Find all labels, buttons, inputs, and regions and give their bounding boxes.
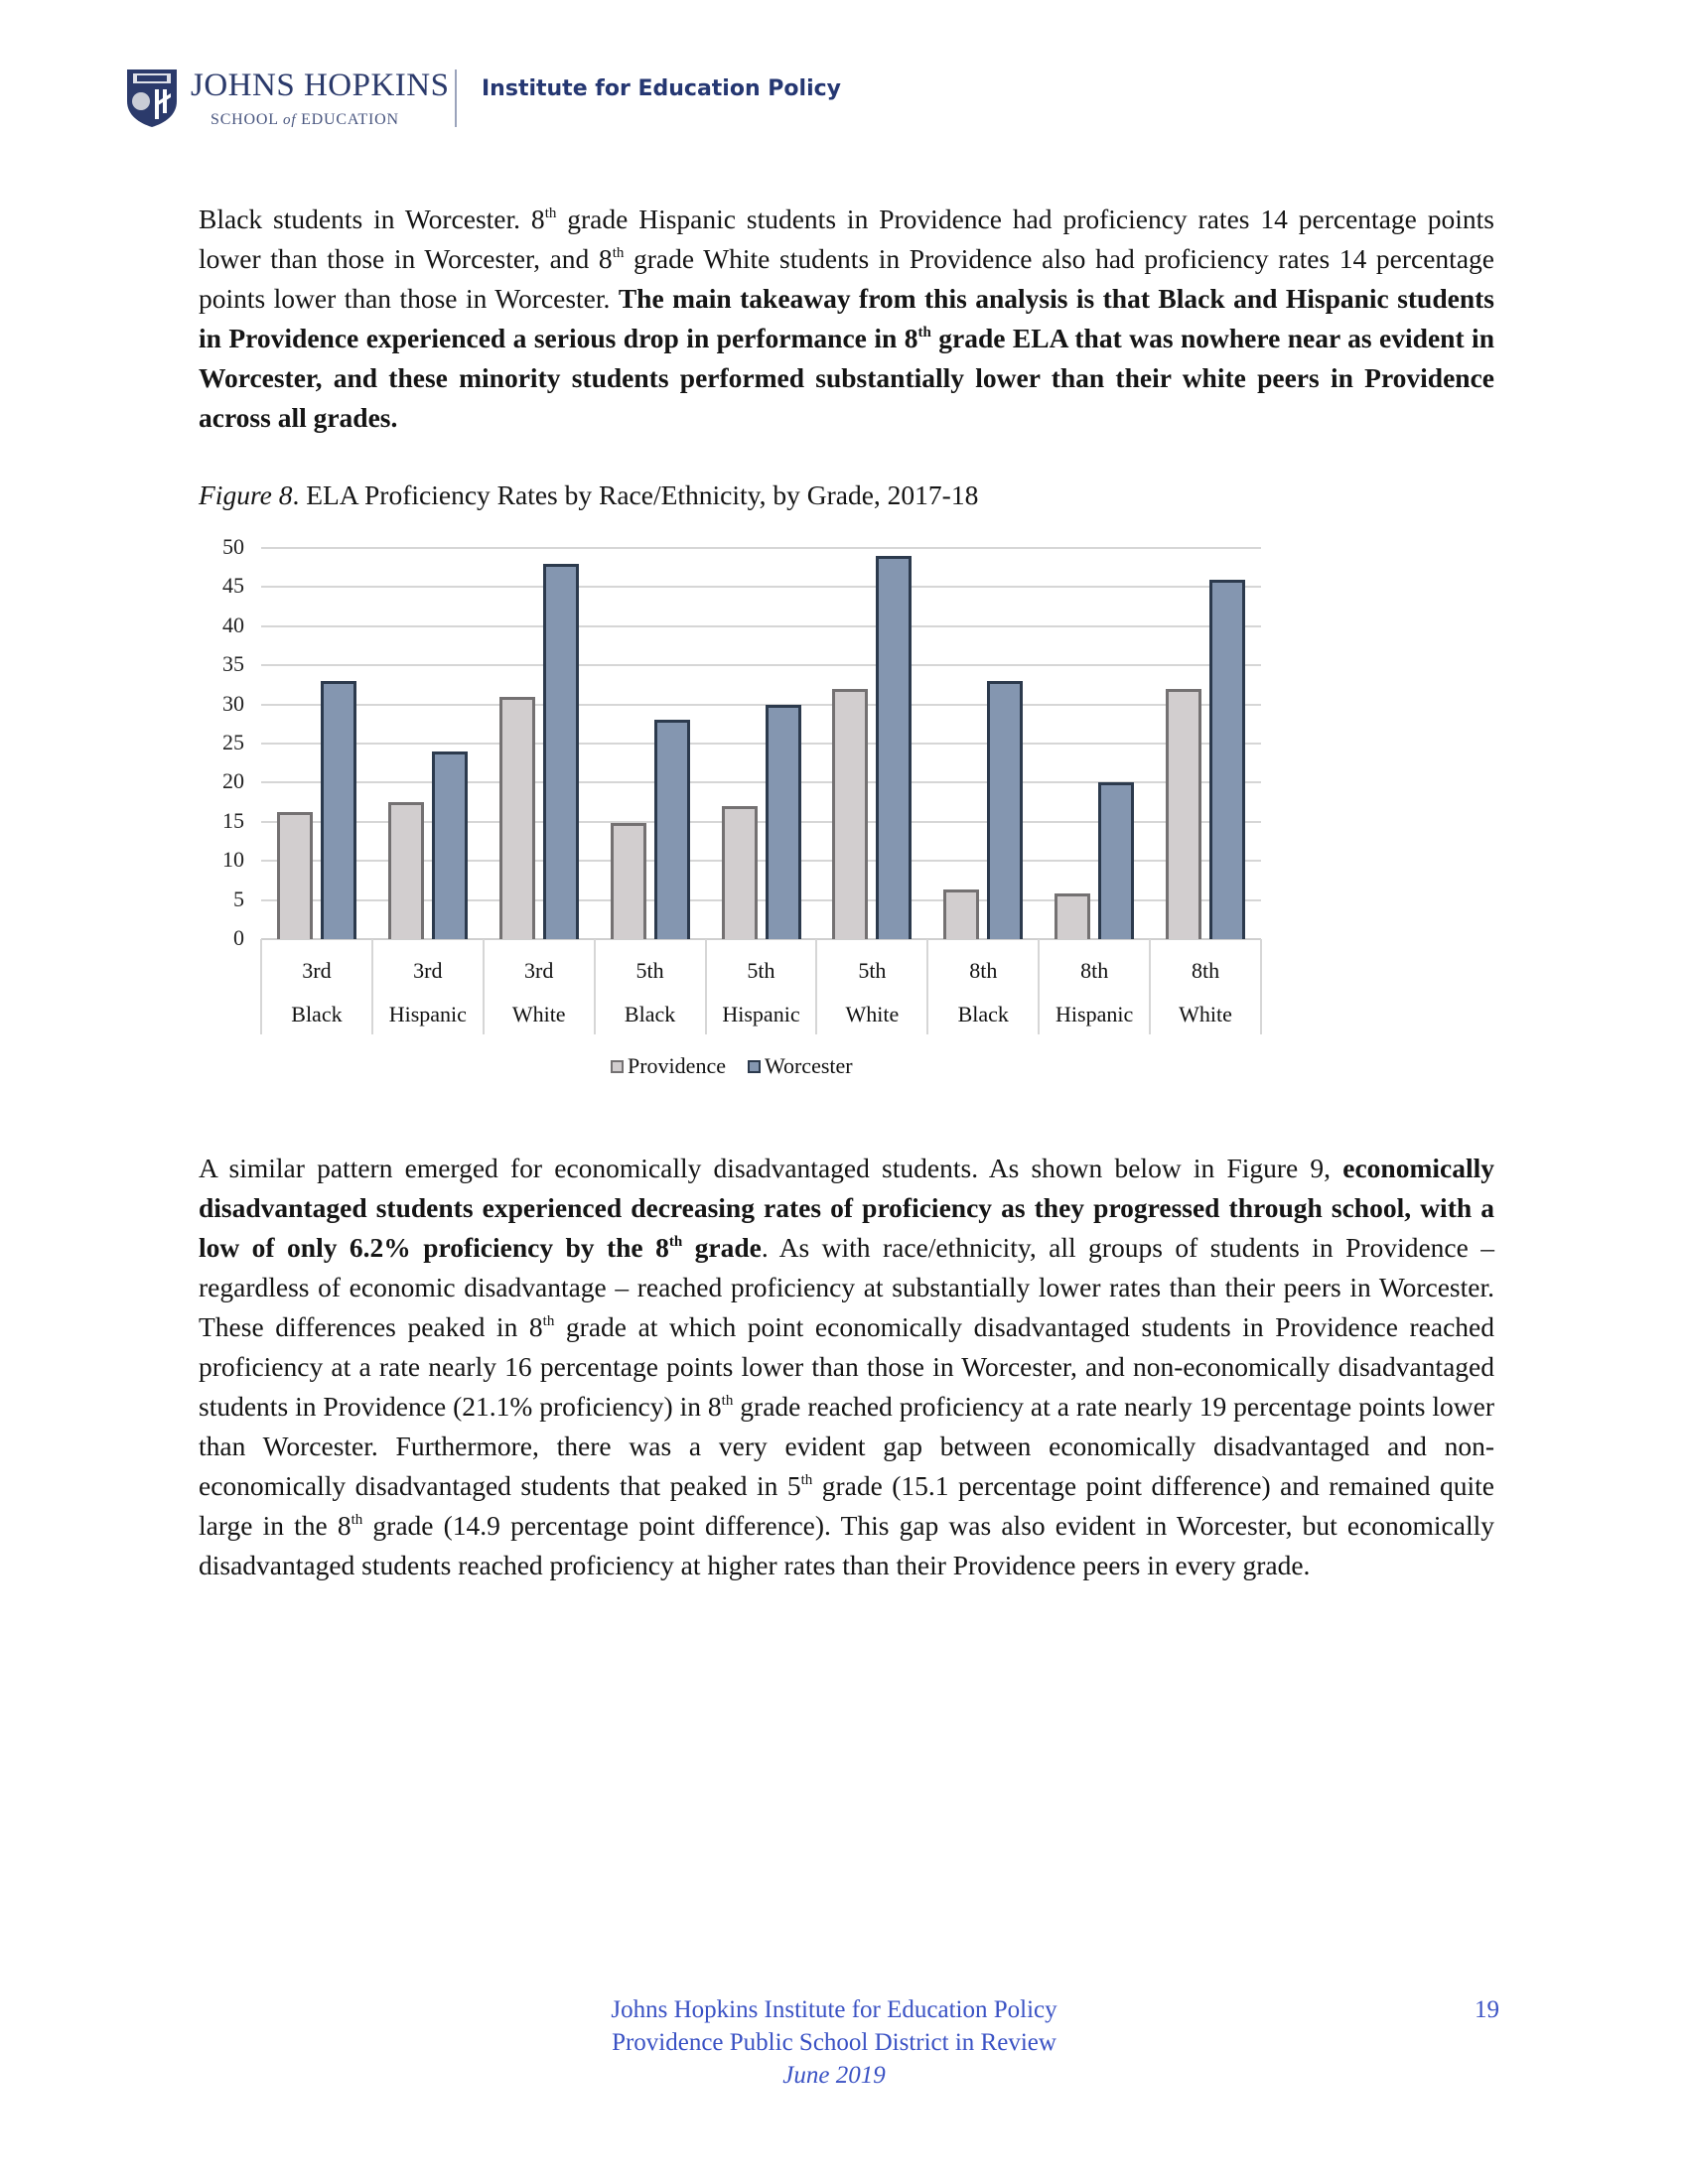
bar-worcester-8th-hispanic (1098, 782, 1134, 939)
footer-report-title: Providence Public School District in Review (612, 2029, 1056, 2056)
y-tick-label: 25 (222, 730, 244, 754)
gridline (261, 743, 1261, 745)
category-group-label: Black (957, 1002, 1009, 1026)
body-paragraph-2: A similar pattern emerged for economically disadvantaged students. As shown below in Figure 9, economically disadvantaged students experienced decreasing rates of proficiency as they progressed through school, with a low of only 6.2% proficiency by the 8th grade. As with race/ethnicity, all groups of students in Providence – regardless of economic disadvantage – reached proficiency at substantially lower rates than their peers in Worcester. These differences peaked in 8th grade at which point economically disadvantaged students in Providence reached proficiency at a rate nearly 16 percentage points lower than those in Worcester, and non-economically disadvantaged students in Providence (21.1% proficiency) in 8th grade reached proficiency at a rate nearly 19 percentage points lower than Worcester. Furthermore, there was a very evident gap between economically disadvantaged and non-economically disadvantaged students that peaked in 5th grade (15.1 percentage point difference) and remained quite large in the 8th grade (14.9 percentage point difference). This gap was also evident in Worcester, but economically disadvantaged students reached proficiency at higher rates than their Providence peers in every grade. (199, 1153, 1495, 1580)
category-grade-label: 8th (969, 958, 998, 983)
page-header (119, 62, 874, 133)
gridline (261, 547, 1261, 549)
y-tick-label: 5 (233, 886, 244, 911)
gridline (261, 664, 1261, 666)
category-grade-label: 5th (747, 958, 775, 983)
y-tick-label: 40 (222, 612, 244, 637)
category-separator (1260, 939, 1262, 1034)
gridline (261, 704, 1261, 706)
category-grade-label: 8th (1191, 958, 1220, 983)
bar-providence-5th-white (832, 689, 868, 939)
y-tick-label: 45 (222, 573, 244, 599)
header-divider (455, 69, 457, 127)
university-shield-icon (125, 68, 179, 129)
university-name: JOHNS HOPKINS (191, 68, 450, 103)
bar-providence-8th-white (1166, 689, 1201, 939)
category-group-label: Hispanic (1055, 1002, 1134, 1026)
gridline (261, 625, 1261, 627)
bar-providence-5th-black (611, 823, 646, 939)
gridline (261, 586, 1261, 588)
y-tick-label: 15 (222, 807, 244, 833)
y-tick-label: 10 (222, 847, 244, 873)
footer-institute: Johns Hopkins Institute for Education Policy (611, 1996, 1057, 2023)
bar-providence-8th-hispanic (1055, 893, 1090, 939)
y-tick-label: 30 (222, 690, 244, 716)
y-tick-label: 35 (222, 651, 244, 677)
y-tick-label: 20 (222, 768, 244, 794)
bar-worcester-5th-hispanic (766, 705, 801, 939)
category-group-label: Black (291, 1002, 343, 1026)
bar-providence-3rd-white (499, 697, 535, 939)
category-group-label: Black (624, 1002, 676, 1026)
bar-providence-5th-hispanic (722, 806, 758, 939)
bar-providence-8th-black (943, 889, 979, 939)
key-finding: economically disadvantaged students experienced decreasing rates of proficiency as they progressed through school, with a low of only 6.2% proficiency by the 8th grade (199, 1153, 1494, 1263)
bar-worcester-8th-black (987, 681, 1023, 939)
bar-worcester-5th-white (876, 556, 912, 939)
category-group-label: Hispanic (722, 1002, 800, 1026)
page-number: 19 (1475, 1996, 1499, 2023)
school-name: SCHOOL of EDUCATION (211, 111, 399, 128)
category-grade-label: 8th (1080, 958, 1109, 983)
legend-item-worcester: Worcester (748, 1053, 853, 1079)
bar-providence-3rd-black (277, 812, 313, 939)
category-grade-label: 5th (858, 958, 887, 983)
bar-worcester-3rd-white (543, 564, 579, 939)
legend-item-providence: Providence (611, 1053, 726, 1079)
category-grade-label: 3rd (302, 958, 332, 983)
y-tick-label: 50 (222, 534, 244, 559)
figure-caption: Figure 8. ELA Proficiency Rates by Race/Ethnicity, by Grade, 2017-18 (199, 479, 979, 510)
category-grade-label: 3rd (413, 958, 443, 983)
providence-swatch-icon (611, 1060, 624, 1073)
worcester-swatch-icon (748, 1060, 761, 1073)
category-grade-label: 3rd (524, 958, 554, 983)
chart-legend (611, 1053, 875, 1079)
category-grade-label: 5th (635, 958, 664, 983)
category-group-label: Hispanic (388, 1002, 467, 1026)
page-footer (536, 1993, 1132, 2092)
bar-worcester-5th-black (654, 720, 690, 939)
bar-worcester-3rd-black (321, 681, 356, 939)
bar-worcester-8th-white (1209, 580, 1245, 939)
institute-name: Institute for Education Policy (482, 76, 841, 101)
category-group-label: White (511, 1002, 566, 1026)
category-group-label: White (845, 1002, 900, 1026)
category-group-label: White (1179, 1002, 1232, 1026)
y-tick-label: 0 (233, 925, 244, 950)
bar-worcester-3rd-hispanic (432, 751, 468, 939)
bar-chart (199, 526, 1271, 1082)
key-takeaway: The main takeaway from this analysis is that Black and Hispanic students in Providence experienced a serious drop in performance in 8th grade ELA that was nowhere near as evident in Worcester, and these minority students performed substantially lower than their white peers in Providence across all grades. (199, 283, 1494, 433)
bar-providence-3rd-hispanic (388, 802, 424, 939)
body-paragraph-1: Black students in Worcester. 8th grade Hispanic students in Providence had proficiency rates 14 percentage points lower than those in Worcester, and 8th grade White students in Providence also had proficiency rates 14 percentage points lower than those in Worcester. The main takeaway from this analysis is that Black and Hispanic students in Providence experienced a serious drop in performance in 8th grade ELA that was nowhere near as evident in Worcester, and these minority students performed substantially lower than their white peers in Providence across all grades. (199, 204, 1494, 433)
footer-date: June 2019 (782, 2062, 886, 2089)
